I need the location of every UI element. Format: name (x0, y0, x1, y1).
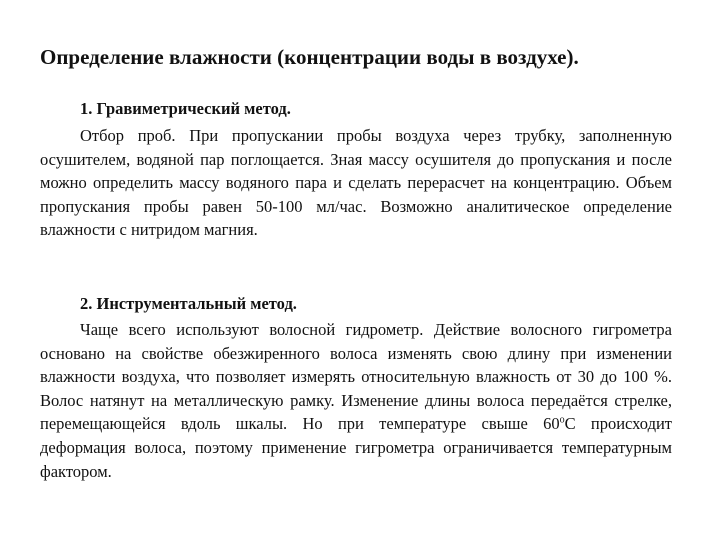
section-text-gravimetric: Отбор проб. При пропускании пробы воздуха через трубку, заполненную осушителем, водяной пар поглощается. Зная массу осушителя до пропускания и после можно определить массу водяного пара и сделать перерасчет на концентрацию. Объем пропускания пробы равен 50-100 мл/час. Возможно аналитическое определение влажности с нитридом магния. (40, 126, 672, 240)
page-title: Определение влажности (концентрации воды в воздухе). (40, 45, 579, 69)
instrumental-text-part1: Чаще всего используют волосной гидрометр. Действие волосного гигрометра основано на свойстве обезжиренного волоса изменять свою длину при изменении влажности воздуха, что позволяет измерять относительную влажность от 30 до 100 %. Волос натянут на металлическую рамку. Изменение длины волоса передаётся стрелке, перемещающейся вдоль шкалы. Но при температуре свыше 60 (40, 320, 672, 434)
section-heading-instrumental: 2. Инструментальный метод. (80, 294, 297, 313)
section-heading-gravimetric: 1. Гравиметрический метод. (80, 99, 291, 118)
degree-superscript: о (559, 414, 565, 426)
section-text-instrumental (40, 318, 672, 483)
instrumental-text-part2: С происходит деформация волоса, поэтому применение гигрометра ограничивается температурным фактором. (40, 414, 672, 481)
